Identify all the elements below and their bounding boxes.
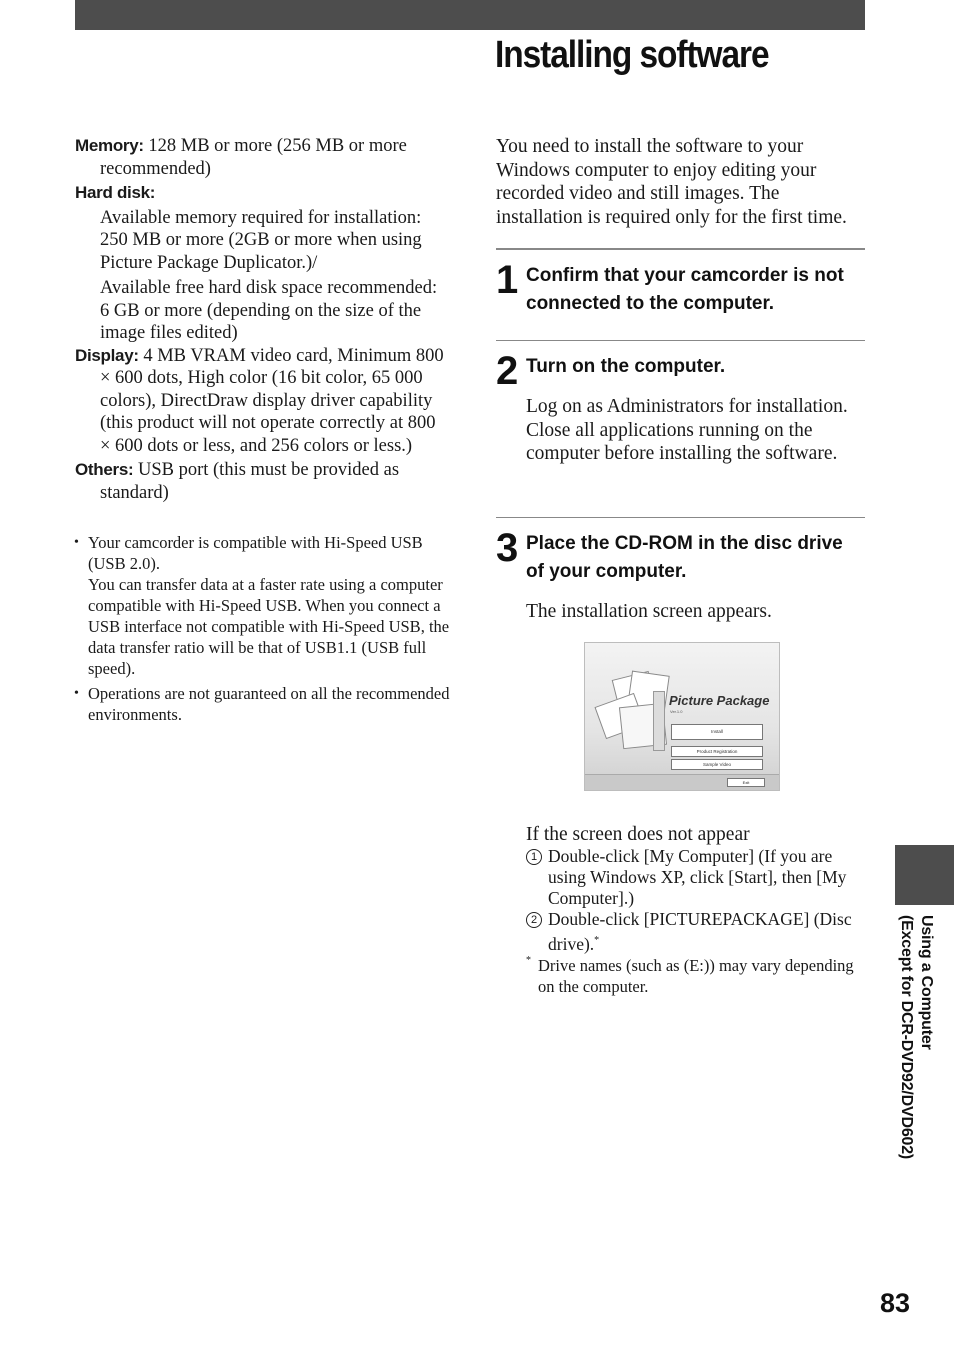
photo-collage-icon: [595, 671, 675, 753]
circled-number: 1: [526, 849, 542, 865]
step-2: [496, 340, 865, 517]
circled-number: 2: [526, 912, 542, 928]
notes-list: [75, 532, 450, 725]
note-text: Your camcorder is compatible with Hi-Speed USB (USB 2.0).: [88, 533, 423, 573]
spec-value: 4 MB VRAM video card, Minimum 800 × 600 dots, High color (16 bit color, 65 000 colors), DirectDraw display driver capability (this product will not operate correctly at 800 × 600 dots or less, and 256 colors or less.): [100, 345, 444, 456]
section-tab: [895, 845, 954, 905]
picture-package-logo: Picture Package: [669, 692, 770, 708]
spec-term: Memory:: [75, 136, 144, 155]
step-1: [496, 248, 865, 340]
spec-hard-disk-term: Hard disk:: [75, 183, 156, 202]
fallback-item: [526, 909, 865, 955]
section-label-line: (Except for DCR-DVD92/DVD602): [898, 915, 915, 1160]
fallback-instructions: [526, 823, 865, 997]
product-registration-button: Product Registration: [671, 746, 763, 757]
system-requirements: [75, 135, 450, 729]
spec-hard-disk-p2: Available free hard disk space recommended: 6 GB or more (depending on the size of the image files edited): [100, 278, 438, 343]
install-button: Install: [671, 724, 763, 740]
note-item: • Operations are not guaranteed on all the recommended environments.: [75, 683, 450, 725]
step-body-text: Log on as Administrators for installation.: [526, 396, 848, 417]
screen-footer: [585, 774, 779, 790]
exit-button: Exit: [727, 778, 765, 787]
section-label: [890, 915, 936, 1205]
header-bar: [75, 0, 865, 30]
step-title: Confirm that your camcorder is not connected to the computer.: [526, 265, 844, 314]
asterisk-mark: *: [594, 935, 600, 946]
step-number: 1: [496, 258, 519, 302]
section-label-line: Using a Computer: [918, 915, 935, 1050]
step-body-text: Close all applications running on the computer before installing the software.: [526, 419, 838, 464]
asterisk-mark: *: [526, 954, 531, 966]
fallback-item: [526, 846, 865, 909]
footnote: [526, 955, 865, 997]
spec-memory: [75, 135, 450, 180]
spec-others: [75, 459, 450, 504]
step-body-text: The installation screen appears.: [526, 601, 772, 622]
spec-value: USB port (this must be provided as standard): [100, 460, 400, 503]
step-body: [526, 395, 865, 466]
footnote-text: Drive names (such as (E:)) may vary depending on the computer.: [538, 955, 854, 996]
step-body: [526, 600, 865, 624]
step-number: 2: [496, 349, 519, 393]
fallback-text: Double-click [My Computer] (If you are using Windows XP, click [Start], then [My Computer].): [548, 846, 847, 908]
page-title: Installing software: [495, 34, 769, 76]
fallback-text: Double-click [PICTUREPACKAGE] (Disc drive).: [548, 909, 852, 954]
spec-value: 128 MB or more (256 MB or more recommended): [100, 136, 407, 179]
note-item: [75, 532, 450, 679]
step-number: 3: [496, 526, 519, 570]
fallback-intro: If the screen does not appear: [526, 823, 750, 845]
step-3: [496, 517, 865, 624]
spec-display: [75, 345, 450, 458]
note-text: You can transfer data at a faster rate using a computer compatible with Hi-Speed USB. When you connect a USB interface not compatible with Hi-Speed USB, the data transfer ratio will be that of USB1.1 (USB full speed).: [88, 575, 450, 678]
step-title: Turn on the computer.: [526, 356, 726, 377]
version-label: Ver.1.0: [670, 708, 683, 714]
sample-video-button: Sample Video: [671, 759, 763, 770]
spec-term: Others:: [75, 460, 134, 479]
spec-hard-disk-p1: Available memory required for installation: 250 MB or more (2GB or more when using Picture Package Duplicator.)/: [100, 207, 422, 273]
intro-text: You need to install the software to your Windows computer to enjoy editing your recorded video and still images. The installation is required only for the first time.: [496, 136, 847, 228]
installation-screen-image: [584, 642, 780, 791]
page-number: 83: [880, 1288, 911, 1318]
step-title: Place the CD-ROM in the disc drive of your computer.: [526, 533, 843, 582]
spec-term: Display:: [75, 345, 139, 365]
install-steps: [496, 135, 865, 997]
